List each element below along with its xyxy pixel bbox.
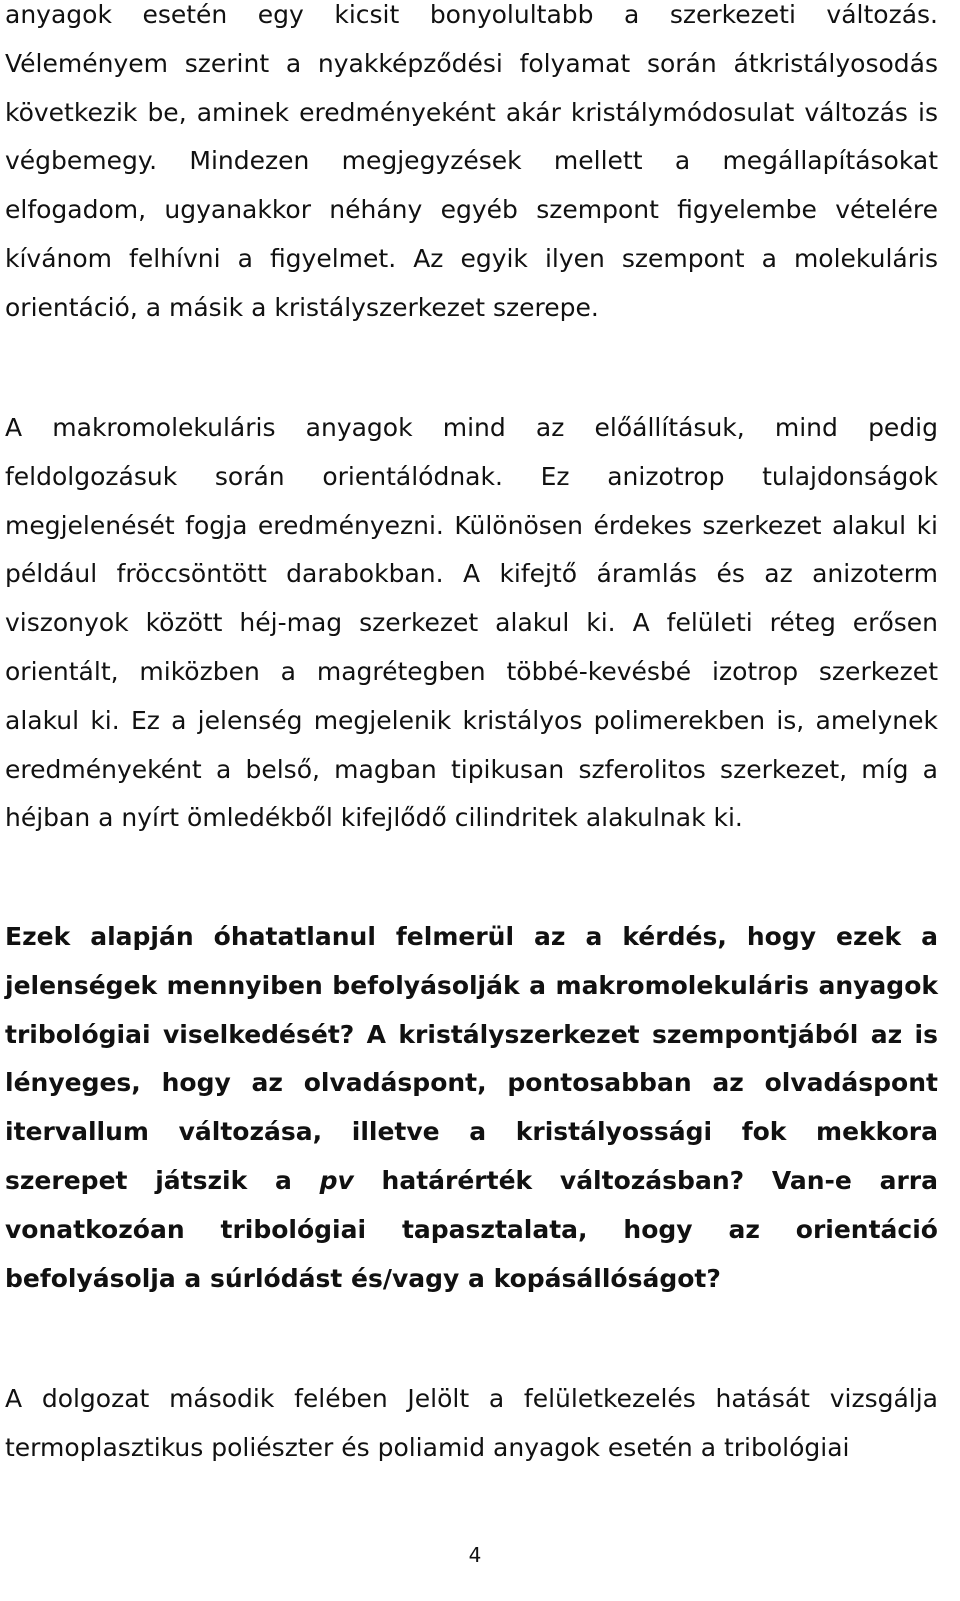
bold-text: Ezek alapján óhatatlanul felmerül az a kérdés, hogy ezek a jelenségek mennyiben befolyásolják a makromolekuláris anyagok tribológiai viselkedését? A kristályszerkezet szempontjából az is lényeges, hogy az olvadáspont, pontosabban az olvadáspont itervallum változása, illetve a kristályossági fok mekkora szerepet játszik a xyxy=(5,922,938,1195)
paragraph: A makromolekuláris anyagok mind az előállításuk, mind pedig feldolgozásuk során orientálódnak. Ez anizotrop tulajdonságok megjelenését fogja eredményezni. Különösen érdekes szerkezet alakul ki például fröccsöntött darabokban. A kifejtő áramlás és az anizoterm viszonyok között héj-mag szerkezet alakul ki. A felületi réteg erősen orientált, miközben a magrétegben többé-kevésbé izotrop szerkezet alakul ki. Ez a jelenség megjelenik kristályos polimerekben is, amelynek eredményeként a belső, magban tipikusan szferolitos szerkezet, míg a héjban a nyírt ömledékből kifejlődő cilindritek alakulnak ki. xyxy=(5,413,938,833)
bold-question-paragraph xyxy=(5,913,938,1303)
page-number: 4 xyxy=(468,1543,482,1567)
paragraph: anyagok esetén egy kicsit bonyolultabb a szerkezeti változás. Véleményem szerint a nyakképződési folyamat során átkristályosodás következik be, aminek eredményeként akár kristálymódosulat változás is végbemegy. Mindezen megjegyzések mellett a megállapításokat elfogadom, ugyanakkor néhány egyéb szempont figyelembe vételére kívánom felhívni a figyelmet. Az egyik ilyen szempont a molekuláris orientáció, a másik a kristályszerkezet szerepe. xyxy=(5,0,938,322)
paragraph: A dolgozat második felében Jelölt a felületkezelés hatását vizsgálja termoplasztikus poliészter és poliamid anyagok esetén a tribológiai xyxy=(5,1384,938,1462)
italic-term: pv xyxy=(319,1165,354,1195)
bold-text: határérték változásban? Van-e arra vonatkozóan tribológiai tapasztalata, hogy az orientáció befolyásolja a súrlódást és/vagy a kopásállóságot? xyxy=(5,1165,938,1293)
